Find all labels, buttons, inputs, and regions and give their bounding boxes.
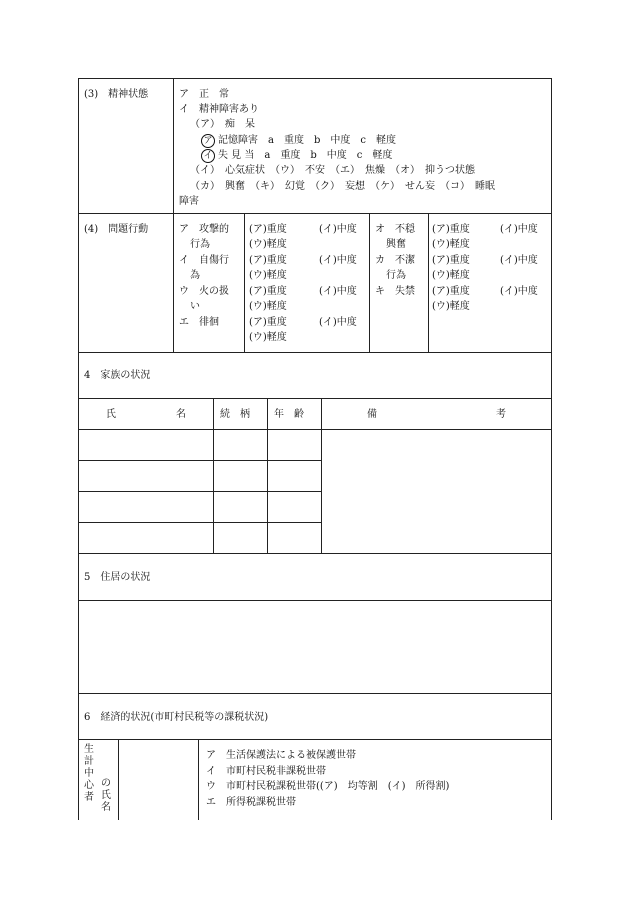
aggressive-item: ア 攻撃的 — [179, 224, 229, 235]
household-head-name-label: の氏名 — [101, 778, 111, 813]
memory-disorder-text: 記憶障害 a 重度 b 中度 c 軽度 — [218, 135, 396, 146]
housing-section-title: 5 住居の状況 — [84, 572, 151, 583]
severity-mild: (ウ)軽度 — [249, 301, 287, 312]
behavior-label: (4) 問題行動 — [84, 224, 149, 235]
family-remarks-cell[interactable] — [322, 430, 551, 553]
severity-mild: (ウ)軽度 — [249, 239, 287, 250]
severity-severe: (ア)重度 — [432, 255, 470, 266]
self-harm-item-2: 為 — [190, 270, 200, 281]
restless-item: オ 不穏 — [375, 224, 415, 235]
mental-disorder: イ 精神障害あり — [179, 104, 259, 115]
symptoms-line-3: 障害 — [179, 196, 199, 207]
incontinence-item: キ 失禁 — [375, 286, 415, 297]
tax-option-b: イ 市町村民税非課税世帯 — [206, 766, 326, 777]
family-col-age: 年 齢 — [274, 409, 304, 420]
economy-section-title: 6 経済的状況(市町村民税等の課税状況) — [84, 712, 269, 723]
fire-item: ウ 火の扱 — [179, 286, 229, 297]
household-head-name-field[interactable] — [119, 740, 198, 820]
tax-option-c: ウ 市町村民税課税世帯((ア) 均等割 (イ) 所得割) — [206, 781, 450, 792]
family-col-relation: 続 柄 — [220, 409, 250, 420]
tax-option-a: ア 生活保護法による被保護世帯 — [206, 750, 356, 761]
severity-moderate: (イ)中度 — [500, 224, 538, 235]
disorientation-text: 失 見 当 a 重度 b 中度 c 軽度 — [218, 150, 393, 161]
severity-moderate: (イ)中度 — [500, 255, 538, 266]
severity-moderate: (イ)中度 — [319, 255, 357, 266]
housing-details-area[interactable] — [79, 601, 551, 693]
severity-moderate: (イ)中度 — [319, 317, 357, 328]
aggressive-item-2: 行為 — [190, 239, 210, 250]
family-col-name: 氏 名 — [106, 409, 186, 420]
memory-disorder-row — [201, 133, 396, 148]
severity-mild: (ウ)軽度 — [432, 301, 470, 312]
dementia-item: （ア） 痴 呆 — [190, 119, 255, 130]
severity-mild: (ウ)軽度 — [249, 270, 287, 281]
severity-severe: (ア)重度 — [249, 286, 287, 297]
tax-option-d: エ 所得税課税世帯 — [206, 797, 296, 808]
household-head-label: 生計中心者 — [84, 744, 94, 803]
severity-mild: (ウ)軽度 — [432, 239, 470, 250]
circled-a: ア — [201, 134, 215, 148]
family-name-cell[interactable] — [79, 492, 213, 522]
circled-i: イ — [201, 149, 215, 163]
severity-moderate: (イ)中度 — [500, 286, 538, 297]
severity-severe: (ア)重度 — [432, 224, 470, 235]
fire-item-2: い — [190, 301, 200, 312]
mental-state-label: (3) 精神状態 — [84, 89, 149, 100]
severity-severe: (ア)重度 — [249, 224, 287, 235]
family-section-title: 4 家族の状況 — [84, 370, 151, 381]
unclean-item-2: 行為 — [386, 270, 406, 281]
severity-severe: (ア)重度 — [249, 317, 287, 328]
disorientation-row — [201, 148, 392, 163]
wandering-item: エ 徘徊 — [179, 317, 219, 328]
symptoms-line-1: （イ） 心気症状 （ウ） 不安 （エ） 焦燥 （オ） 抑うつ状態 — [190, 165, 475, 176]
unclean-item: カ 不潔 — [375, 255, 415, 266]
family-col-remarks-1: 備 — [367, 409, 377, 420]
self-harm-item: イ 自傷行 — [179, 255, 229, 266]
family-col-remarks-2: 考 — [496, 409, 506, 420]
severity-mild: (ウ)軽度 — [432, 270, 470, 281]
severity-severe: (ア)重度 — [432, 286, 470, 297]
severity-severe: (ア)重度 — [249, 255, 287, 266]
restless-item-2: 興奮 — [386, 239, 406, 250]
mental-normal: ア 正 常 — [179, 89, 229, 100]
family-name-cell[interactable] — [79, 461, 213, 491]
family-name-cell[interactable] — [79, 523, 213, 553]
family-name-cell[interactable] — [79, 430, 213, 460]
severity-moderate: (イ)中度 — [319, 224, 357, 235]
severity-mild: (ウ)軽度 — [249, 332, 287, 343]
symptoms-line-2: （カ） 興奮 （キ） 幻覚 （ク） 妄想 （ケ） せん妄 （コ） 睡眠 — [190, 181, 495, 192]
severity-moderate: (イ)中度 — [319, 286, 357, 297]
